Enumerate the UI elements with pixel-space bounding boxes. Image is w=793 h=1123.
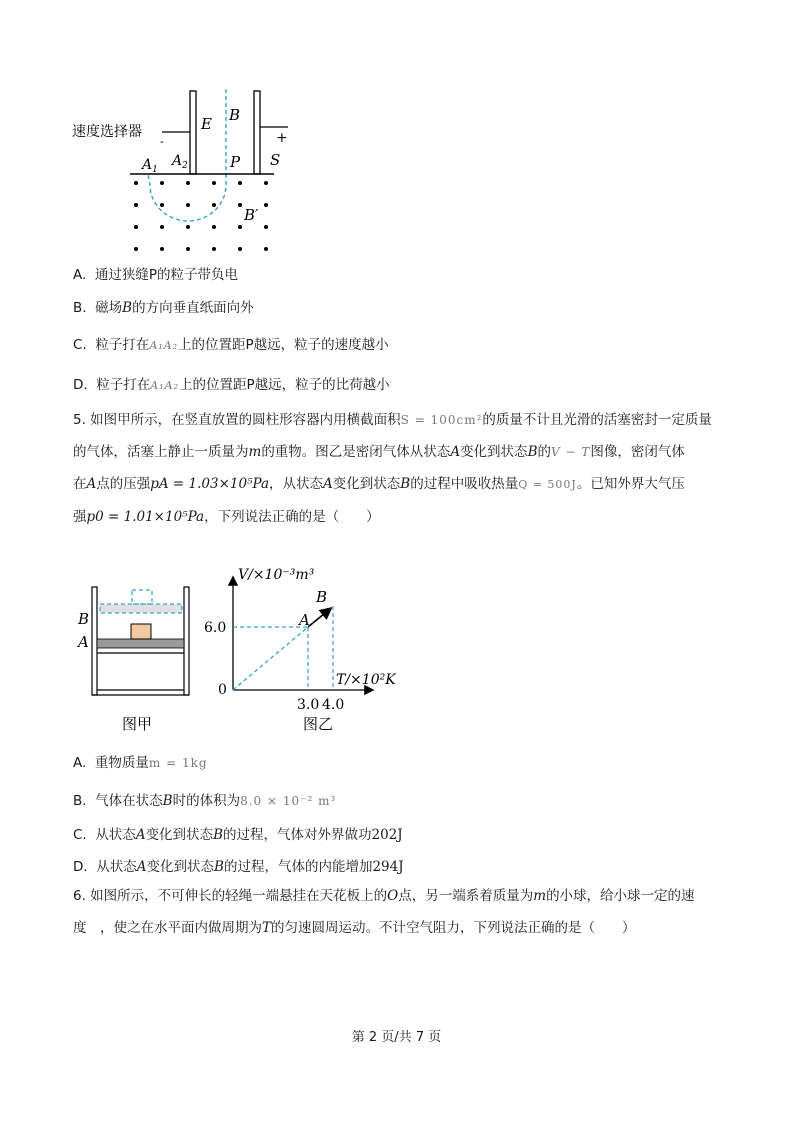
- minus-sign: -: [160, 135, 164, 148]
- label-A1: $A_1$: [142, 157, 158, 175]
- label-P: P: [230, 153, 241, 171]
- point-label-B: B: [316, 588, 328, 606]
- q5-line4: 强p0 = 1.01×10⁵Pa，下列说法正确的是（ ）: [73, 509, 380, 525]
- velocity-selector-figure: [68, 85, 308, 260]
- label-B: B: [229, 106, 241, 124]
- caption-jia: 图甲: [122, 715, 153, 733]
- y-tick-label: 6.0: [204, 620, 227, 636]
- label-B-prime: B′: [244, 206, 259, 224]
- label-B-jia: B: [78, 610, 90, 628]
- origin-label: 0: [218, 682, 227, 698]
- label-A2: $A_2$: [172, 153, 188, 171]
- q6-stem: [73, 880, 733, 944]
- q5-line3: 在A点的压强pA = 1.03×10⁵Pa，从状态A变化到状态B的过程中吸收热量Q = 500J。已知外界大气压: [73, 476, 685, 492]
- x-tick-label: 4.0: [322, 697, 345, 713]
- q6-line2: 度 ，使之在水平面内做周期为T的匀速圆周运动。不计空气阻力，下列说法正确的是（ ）: [73, 920, 636, 936]
- caption-yi: 图乙: [303, 715, 334, 733]
- label-S: S: [270, 151, 281, 169]
- vt-graph: [200, 560, 430, 740]
- q4-option-d: D. 粒子打在A₁A₂上的位置距P越远，粒子的比荷越小: [73, 377, 390, 393]
- q5-stem: [73, 404, 733, 533]
- velocity-selector-label: 速度选择器: [72, 124, 142, 140]
- q5-option-b: B. 气体在状态B时的体积为8.0 × 10⁻² m³: [73, 793, 337, 809]
- q5-option-c: C. 从状态A变化到状态B的过程，气体对外界做功202J: [73, 827, 403, 843]
- q5-line2: 的气体，活塞上静止一质量为m的重物。图乙是密闭气体从状态A变化到状态B的V − T图像，密闭气体: [73, 444, 685, 460]
- label-E: E: [201, 115, 212, 133]
- figure-jia: [72, 585, 202, 735]
- x-tick-label: 3.0: [297, 697, 320, 713]
- q4-option-c: C. 粒子打在A₁A₂上的位置距P越远，粒子的速度越小: [73, 337, 389, 353]
- x-axis-label: T/×10²K: [336, 672, 396, 688]
- point-label-A: A: [299, 611, 310, 629]
- q5-option-d: D. 从状态A变化到状态B的过程，气体的内能增加294J: [73, 859, 404, 875]
- q4-option-a: A. 通过狭缝P的粒子带负电: [73, 267, 239, 283]
- page-footer: 第 2 页/共 7 页: [351, 1030, 442, 1045]
- plus-sign: +: [276, 130, 288, 146]
- y-axis-label: V/×10⁻³m³: [238, 567, 315, 583]
- process-line-A-B: [308, 609, 330, 627]
- q6-line1: 6. 如图所示，不可伸长的轻绳一端悬挂在天花板上的O点，另一端系着质量为m的小球，给小球一定的速: [73, 888, 695, 904]
- label-A-jia: A: [78, 633, 89, 651]
- q4-option-b: B. 磁场B的方向垂直纸面向外: [73, 300, 254, 316]
- q5-line1: 5. 如图甲所示，在竖直放置的圆柱形容器内用横截面积S = 100cm²的质量不计且光滑的活塞密封一定质量: [73, 412, 712, 428]
- q5-option-a: A. 重物质量m = 1kg: [73, 755, 208, 771]
- origin-extension-line: [233, 627, 308, 690]
